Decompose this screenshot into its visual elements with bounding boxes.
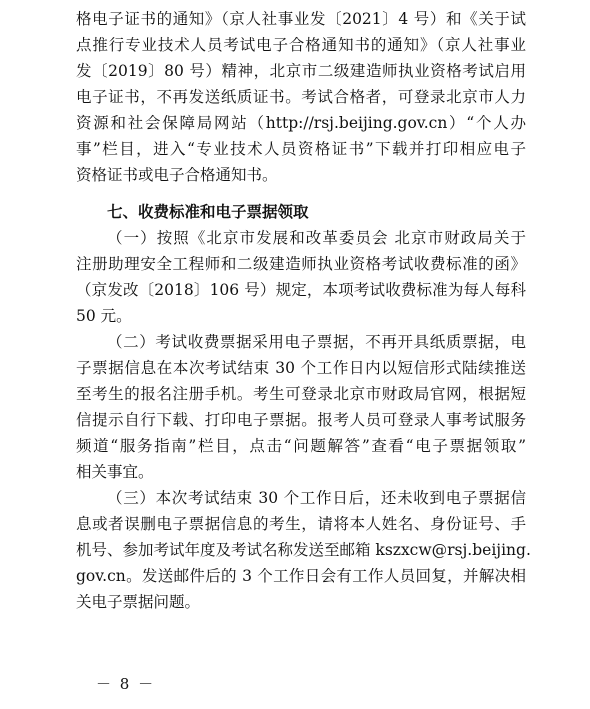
paragraph-2-line: 相关事宜。 bbox=[76, 463, 154, 481]
paragraph-1-line: （京发改〔2018〕106 号）规定，本项考试收费标准为每人每科 bbox=[76, 281, 526, 299]
paragraph-1-line: 注册助理安全工程师和二级建造师执业资格考试收费标准的函》 bbox=[76, 255, 526, 273]
paragraph-3-line: 息或者误删电子票据信息的考生，请将本人姓名、身份证号、手 bbox=[76, 515, 526, 533]
paragraph-2-line: （二）考试收费票据采用电子票据，不再开具纸质票据，电 bbox=[107, 333, 526, 351]
body-line: 资源和社会保障局网站（http://rsj.beijing.gov.cn）“个人办 bbox=[76, 114, 526, 132]
paragraph-3-line: 机号、参加考试年度及考试名称发送至邮箱 kszxcw@rsj.beijing. bbox=[76, 541, 531, 559]
body-line: 发〔2019〕80 号）精神，北京市二级建造师执业资格考试启用 bbox=[76, 62, 526, 80]
body-line: 资格证书或电子合格通知书。 bbox=[76, 166, 278, 184]
paragraph-2-line: 频道“服务指南”栏目，点击“问题解答”查看“电子票据领取” bbox=[76, 437, 526, 455]
paragraph-2-line: 子票据信息在本次考试结束 30 个工作日内以短信形式陆续推送 bbox=[76, 359, 526, 377]
paragraph-3-line: （三）本次考试结束 30 个工作日后，还未收到电子票据信 bbox=[107, 489, 526, 507]
page-number: － 8 － bbox=[96, 675, 156, 693]
paragraph-3-line: 关电子票据问题。 bbox=[76, 593, 201, 611]
section-7 bbox=[76, 199, 531, 615]
paragraph-1-line: 50 元。 bbox=[76, 307, 132, 325]
section-heading: 七、收费标准和电子票据领取 bbox=[107, 203, 309, 221]
section-6-continuation bbox=[76, 6, 526, 188]
body-line: 点推行专业技术人员考试电子合格通知书的通知》（京人社事业 bbox=[76, 36, 526, 54]
body-line: 事”栏目，进入“专业技术人员资格证书”下载并打印相应电子 bbox=[76, 140, 526, 158]
paragraph-1-line: （一）按照《北京市发展和改革委员会 北京市财政局关于 bbox=[107, 229, 526, 247]
paragraph-2-line: 至考生的报名注册手机。考生可登录北京市财政局官网，根据短 bbox=[76, 385, 526, 403]
paragraph-3-line: gov.cn。发送邮件后的 3 个工作日会有工作人员回复，并解决相 bbox=[76, 567, 526, 585]
paragraph-2-line: 信提示自行下载、打印电子票据。报考人员可登录人事考试服务 bbox=[76, 411, 526, 429]
body-line: 格电子证书的通知》（京人社事业发〔2021〕4 号）和《关于试 bbox=[76, 10, 526, 28]
body-line: 电子证书，不再发送纸质证书。考试合格者，可登录北京市人力 bbox=[76, 88, 526, 106]
